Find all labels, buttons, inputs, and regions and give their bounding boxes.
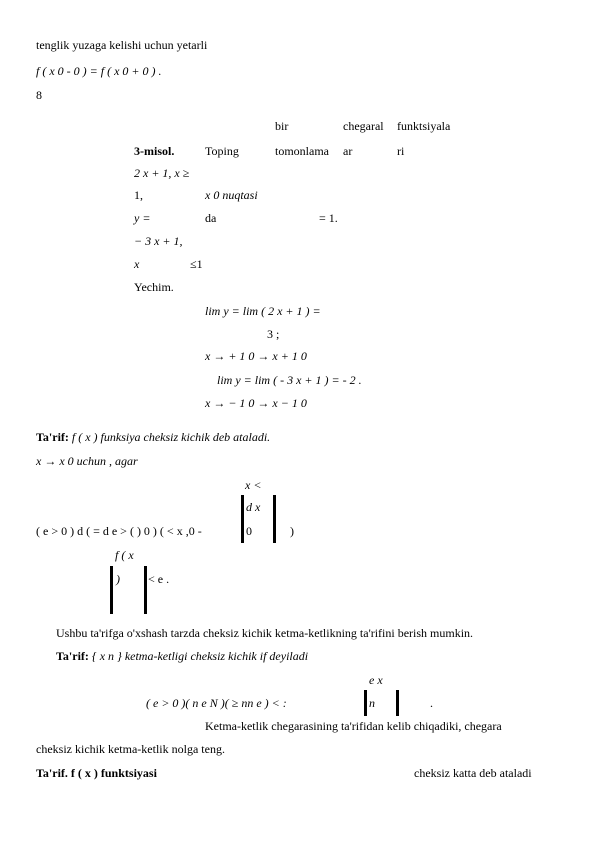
- definition-two: [56, 649, 308, 663]
- epsilon-x: e x: [369, 673, 383, 687]
- limit-left-sub: x → − 1 0 → x − 1 0: [205, 396, 307, 410]
- f-of-x: f ( x: [115, 548, 134, 562]
- definition-one-close: ): [290, 524, 294, 538]
- example-toping: Toping: [205, 144, 239, 158]
- header-bir: bir: [275, 119, 289, 133]
- definition-one: [36, 430, 270, 444]
- case-one-b: 1,: [134, 188, 143, 202]
- less-epsilon: < e .: [148, 572, 170, 586]
- definition-one-condition: x → x 0 uchun , agar: [36, 454, 138, 468]
- equals-one: = 1.: [319, 211, 338, 225]
- page-number: 8: [36, 88, 42, 102]
- intro-line: tenglik yuzaga kelishi uchun yetarli: [36, 38, 208, 52]
- case-one-a: 2 x + 1, x ≥: [134, 166, 190, 180]
- point-nuqtasi: x 0 nuqtasi: [205, 188, 258, 202]
- example-label: 3-misol.: [134, 144, 175, 158]
- x-less: x <: [245, 478, 262, 492]
- header-chegaral: chegaral: [343, 119, 384, 133]
- definition-two-dot: .: [430, 696, 433, 710]
- example-ar: ar: [343, 144, 353, 158]
- solution-label: Yechim.: [134, 280, 174, 294]
- limit-left: lim y = lim ( - 3 x + 1 ) = - 2 .: [217, 373, 362, 387]
- limit-right: lim y = lim ( 2 x + 1 ) =: [205, 304, 321, 318]
- example-tomonlama: tomonlama: [275, 144, 329, 158]
- paragraph-sequence: Ushbu ta'rifga o'xshash tarzda cheksiz kichik ketma-ketlikning ta'rifini berish mumkin.: [56, 626, 474, 640]
- definition-one-label: Ta'rif:: [36, 430, 69, 444]
- y-equals: y =: [134, 211, 151, 225]
- abs-bar-right: [273, 495, 276, 543]
- paragraph-limit-b: cheksiz kichik ketma-ketlik nolga teng.: [36, 742, 225, 756]
- example-ri: ri: [397, 144, 405, 158]
- definition-three-label: Ta'rif. f ( x ) funktsiyasi: [36, 766, 157, 780]
- limit-right-sub: x → + 1 0 → x + 1 0: [205, 349, 307, 363]
- abs-bar-fx-left: [110, 566, 113, 614]
- continuity-equation: f ( x 0 - 0 ) = f ( x 0 + 0 ) .: [36, 64, 162, 78]
- definition-one-text: f ( x ) funksiya cheksiz kichik deb ataladi.: [71, 430, 271, 444]
- case-two-cond: ≤1: [190, 257, 203, 271]
- abs-bar-fx-right: [144, 566, 147, 614]
- case-two: − 3 x + 1,: [134, 234, 183, 248]
- abs-bar-xn-left: [364, 690, 367, 716]
- definition-two-text: { x n } ketma-ketligi cheksiz kichik if deyiladi: [91, 649, 309, 663]
- subscript-n: n: [369, 696, 375, 710]
- delta-x: d x: [246, 500, 261, 514]
- example-da: da: [205, 211, 217, 225]
- case-two-x: x: [134, 257, 140, 271]
- paragraph-limit-a: Ketma-ketlik chegarasining ta'rifidan kelib chiqadiki, chegara: [205, 719, 502, 733]
- definition-three-tail: cheksiz katta deb ataladi: [414, 766, 532, 780]
- definition-two-label: Ta'rif:: [56, 649, 89, 663]
- header-funktsiyala: funktsiyala: [397, 119, 451, 133]
- abs-bar-xn-right: [396, 690, 399, 716]
- f-of-x-close: ): [116, 572, 120, 586]
- definition-one-formula: ( e > 0 ) d ( = d e > ( ) 0 ) ( < x ,0 -: [36, 524, 202, 538]
- abs-bar-left: [241, 495, 244, 543]
- definition-one-zero: 0: [246, 524, 252, 538]
- definition-two-formula: ( e > 0 )( n e N )( ≥ nn e ) < :: [146, 696, 287, 710]
- limit-right-value: 3 ;: [267, 327, 280, 341]
